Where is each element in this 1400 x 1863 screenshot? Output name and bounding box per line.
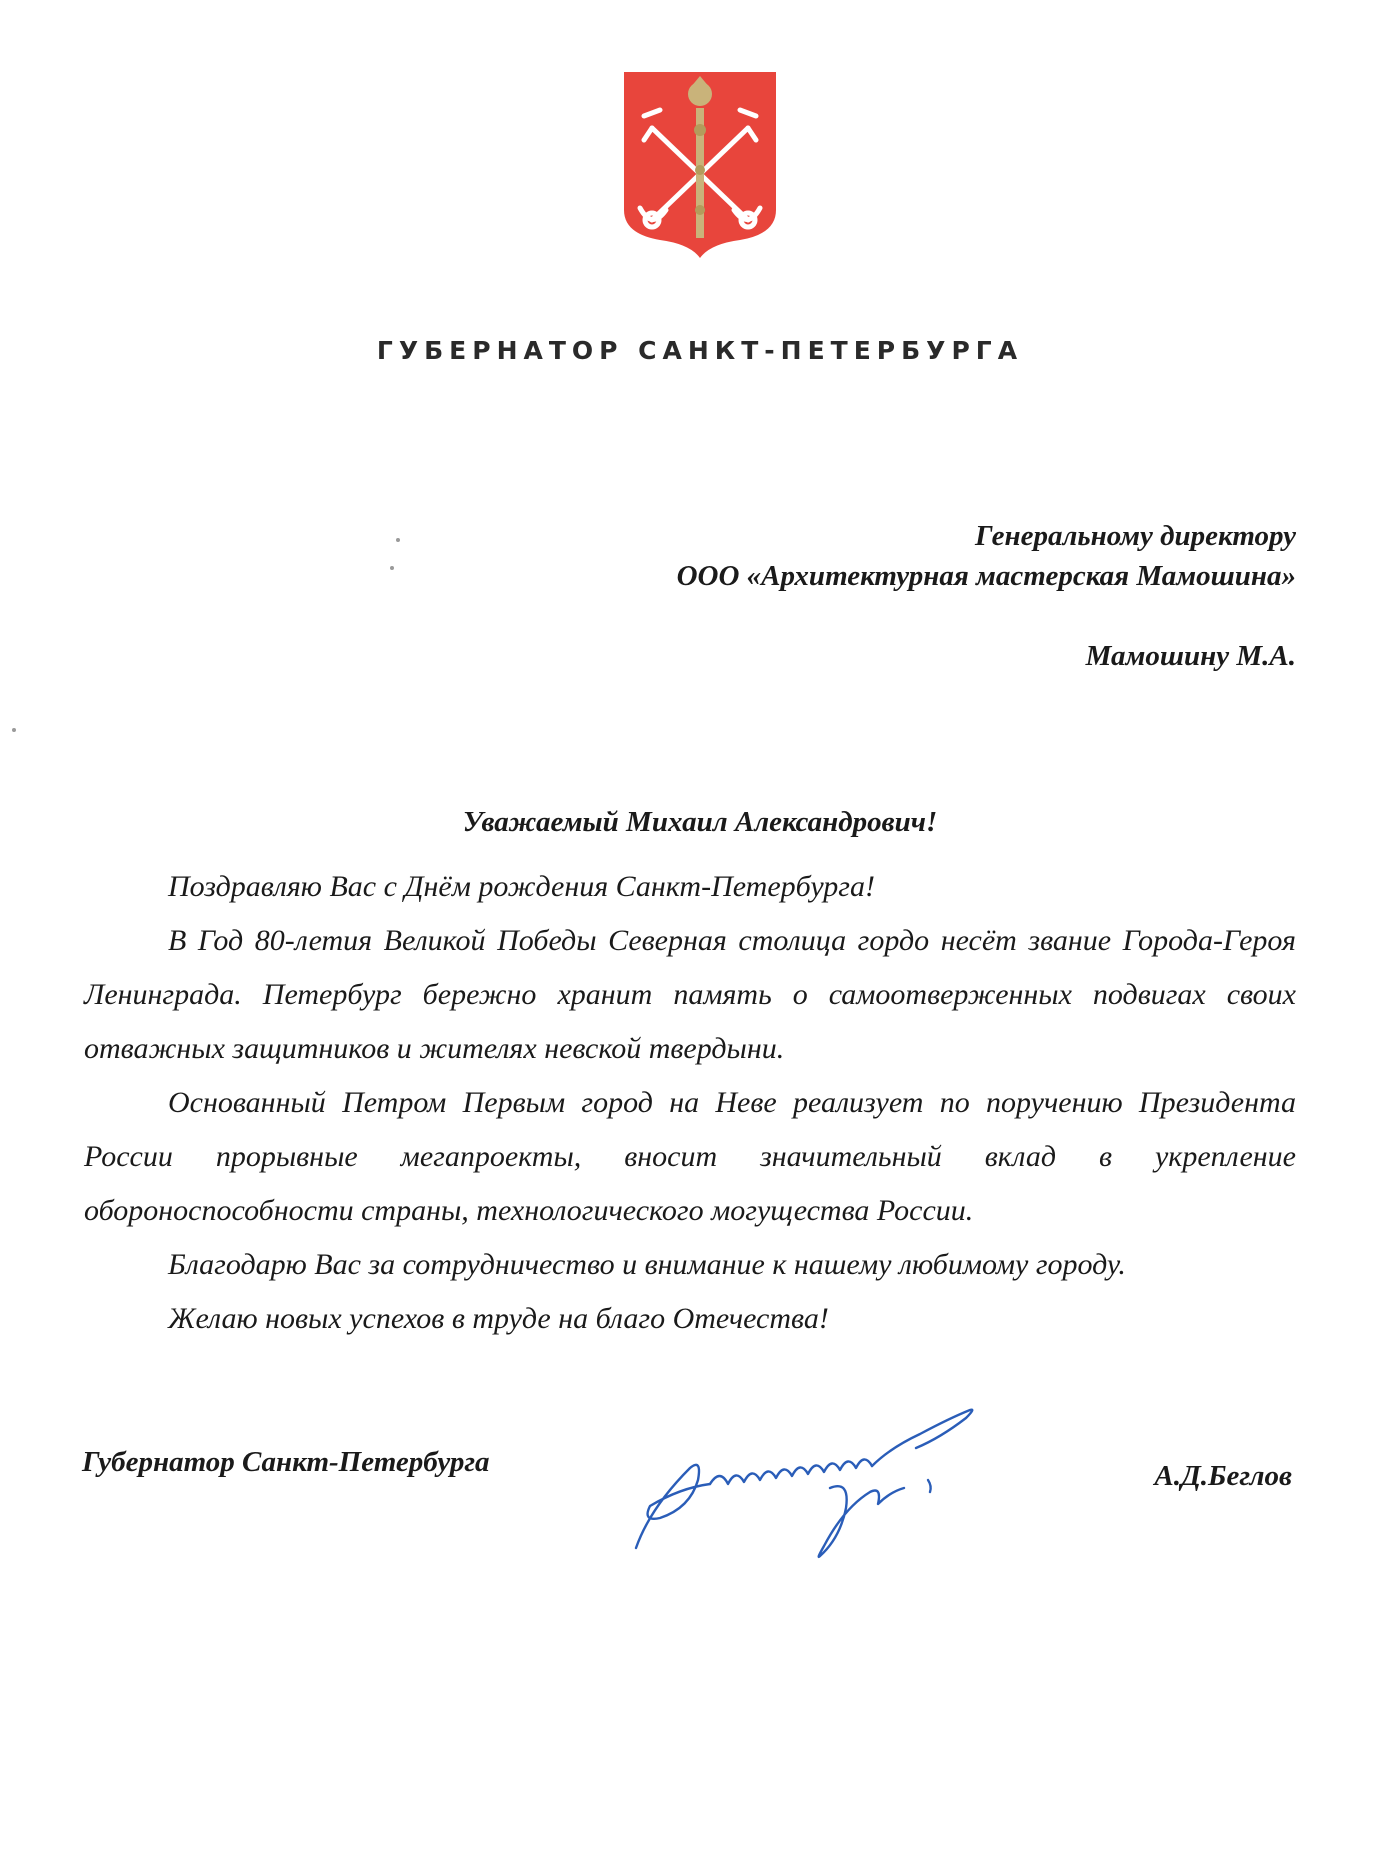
greeting: Уважаемый Михаил Александрович! [462,806,938,838]
scan-speck [390,566,394,570]
paragraph: В Год 80-летия Великой Победы Северная столица гордо несёт звание Города-Героя Ленинграда. Петербург бережно хранит память о самоотверженных подвигах своих отважных защитников и жителях невской твердыни. [84,924,1296,1065]
paragraph: Поздравляю Вас с Днём рождения Санкт-Петербурга! [168,870,875,903]
letter-body [84,860,1296,1346]
paragraph: Благодарю Вас за сотрудничество и внимание к нашему любимому городу. [168,1248,1126,1281]
addressee-block [677,516,1296,676]
paragraph: Желаю новых успехов в труде на благо Отечества! [168,1302,829,1335]
scan-speck [396,538,400,542]
office-title: ГУБЕРНАТОР САНКТ-ПЕТЕРБУРГА [376,336,1024,365]
scan-speck [12,728,16,732]
addressee-name: Мамошину М.А. [1085,640,1296,672]
paragraph: Основанный Петром Первым город на Неве реализует по поручению Президента России прорывные мегапроекты, вносит значительный вклад в укрепление обороноспособности страны, технологического могущества России. [84,1086,1296,1227]
addressee-position: Генеральному директору [975,520,1296,552]
addressee-organization: ООО «Архитектурная мастерская Мамошина» [676,560,1296,592]
handwritten-signature [620,1388,1060,1568]
coat-of-arms-icon [622,70,778,260]
signatory-title: Губернатор Санкт-Петербурга [82,1446,490,1478]
signatory-name: А.Д.Беглов [1154,1460,1292,1492]
